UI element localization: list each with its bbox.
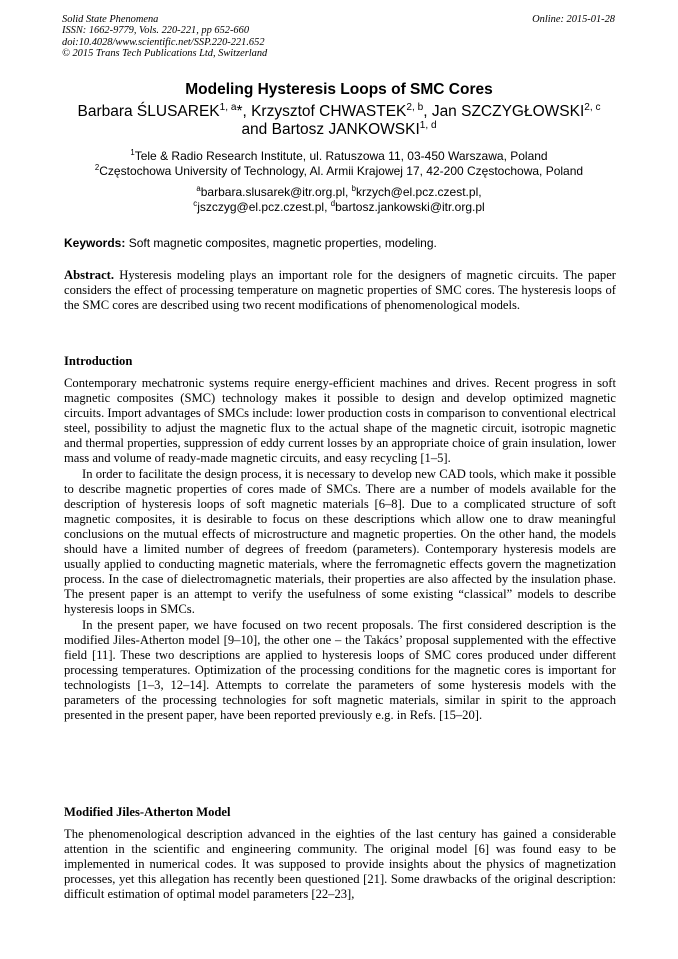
keywords-text: Soft magnetic composites, magnetic properties, modeling. <box>125 236 437 250</box>
email-b[interactable]: krzych@el.pcz.czest.pl, <box>356 185 482 199</box>
author-3: , Jan SZCZYGŁOWSKI <box>423 103 585 120</box>
email-b-sup: b <box>351 184 357 193</box>
author-1-sup: 1, a <box>219 101 237 113</box>
intro-paragraph-1: Contemporary mechatronic systems require energy-efficient machines and drives. Recent progress in soft magnetic composites (SMC) technology makes it possible to design and develop optimized magnetic circuits. Import advantages of SMCs include: lower production costs in comparison to conventional electrical steel, possibility to adjust the magnetic flux to the actual shape of the magnetic circuit, isotropic magnetic and thermal properties, suppression of eddy current losses by an appropriate choice of grain insulation, lower mass and volume of ready-made magnetic circuits, and easy recycling [1–5]. <box>64 376 616 466</box>
keywords-label: Keywords: <box>64 236 126 250</box>
author-4: and Bartosz JANKOWSKI <box>241 121 420 138</box>
abstract-label: Abstract. <box>64 268 115 282</box>
email-a-sup: a <box>196 184 201 193</box>
copyright-line: © 2015 Trans Tech Publications Ltd, Switzerland <box>62 48 268 60</box>
abstract <box>64 268 616 313</box>
affiliation-1-text: Tele & Radio Research Institute, ul. Ratuszowa 11, 03-450 Warszawa, Poland <box>134 149 548 163</box>
email-a[interactable]: barbara.slusarek@itr.org.pl, <box>200 185 352 199</box>
email-c-sup: c <box>193 199 198 208</box>
email-d[interactable]: bartosz.jankowski@itr.org.pl <box>335 200 485 214</box>
email-d-sup: d <box>330 199 336 208</box>
email-c[interactable]: jszczyg@el.pcz.czest.pl, <box>197 200 331 214</box>
journal-header <box>62 14 267 60</box>
affiliation-1-sup: 1 <box>130 148 135 157</box>
keywords <box>64 236 624 250</box>
mja-paragraph-1: The phenomenological description advanced in the eighties of the last century has gained a considerable attention in the scientific and engineering community. The original model [6] was found easy to be implemented in numerical codes. It was supposed to provide insights about the physics of magnetization processes, yet this allegation has recently been questioned [21]. Some drawbacks of the original description: difficult estimation of optimal model parameters [22–23], <box>64 827 616 902</box>
affiliation-2-text: Częstochowa University of Technology, Al. Armii Krajowej 17, 42-200 Częstochowa, Poland <box>99 164 584 178</box>
introduction-heading: Introduction <box>64 354 133 368</box>
online-date <box>532 14 615 25</box>
email-line-2 <box>40 200 638 215</box>
doi-line: doi:10.4028/www.scientific.net/SSP.220-221.652 <box>62 36 265 48</box>
intro-paragraph-2: In order to facilitate the design process, it is necessary to develop new CAD tools, which make it possible to describe magnetic properties of cores made of SMCs. There are a number of models available for the description of hysteresis loops of soft magnetic materials [6–8]. Due to a complicated structure of soft magnetic composites, it is desirable to focus on these descriptions which allow one to draw meaningful conclusions on the mutual effects of microstructure and magnetic properties. On the other hand, the models should have a limited number of degrees of freedom (parameters). Contemporary hysteresis models are usually applied to conducting magnetic materials, where the ferromagnetic effects govern the magnetization process. In the case of dielectromagnetic materials, their properties are also affected by the insulation phase. The present paper is an attempt to verify the usefulness of some existing “classical” models to describe hysteresis loops in SMCs. <box>64 466 616 617</box>
mja-heading: Modified Jiles-Atherton Model <box>64 805 231 819</box>
paper-title: Modeling Hysteresis Loops of SMC Cores <box>185 81 493 98</box>
affiliation-2 <box>40 164 638 179</box>
email-line-1 <box>40 185 638 200</box>
abstract-text: Hysteresis modeling plays an important role for the designers of magnetic circuits. The paper considers the effect of processing temperature on magnetic properties of SMC cores. The hysteresis loops of the SMC cores are described using two recent modifications of phenomenological models. <box>64 268 616 313</box>
issn-line: ISSN: 1662-9779, Vols. 220-221, pp 652-660 <box>62 25 250 37</box>
author-2-sup: 2, b <box>406 101 424 113</box>
online-date-text: Online: 2015-01-28 <box>532 14 615 25</box>
introduction-body <box>64 376 616 723</box>
mja-body <box>64 827 616 902</box>
email-list <box>40 185 638 215</box>
author-2: , Krzysztof CHWASTEK <box>242 103 407 120</box>
intro-paragraph-3: In the present paper, we have focused on two recent proposals. The first considered description is the modified Jiles-Atherton model [9–10], the other one – the Takács’ proposal supplemented with the effective field [11]. These two descriptions are applied to hysteresis loops of SMC cores produced under different processing temperatures. Optimization of the processing conditions for the magnetic cores is important for technologists [1–3, 12–14]. Attempts to correlate the parameters of some hysteresis models with the parameters of the processing technologies for soft magnetic materials, similar in spirit to the approach presented in the present paper, have been reported previously e.g. in Refs. [15–20]. <box>64 617 616 723</box>
author-1: Barbara ŚLUSAREK <box>77 103 220 120</box>
affiliations <box>40 149 638 179</box>
corresponding-mark: * <box>236 103 243 120</box>
affiliation-1 <box>40 149 638 164</box>
author-list <box>40 103 638 139</box>
author-3-sup: 2, c <box>584 101 601 113</box>
journal-name: Solid State Phenomena <box>62 14 159 25</box>
author-4-sup: 1, d <box>419 119 437 131</box>
affiliation-2-sup: 2 <box>94 163 100 172</box>
